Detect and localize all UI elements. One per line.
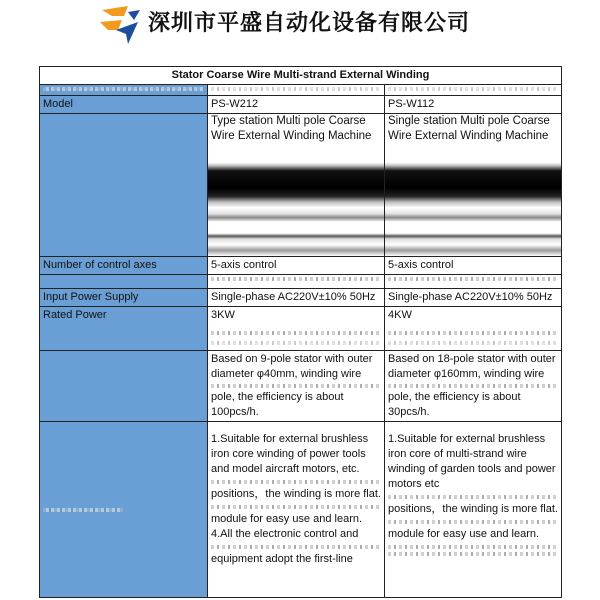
rated-power-value: 4KW <box>388 309 412 321</box>
noise-label-cell <box>40 275 208 289</box>
features-text: positions，the winding is more flat. <box>211 488 381 500</box>
features-cell <box>208 422 385 598</box>
company-logo-icon <box>98 4 142 46</box>
noise-row <box>40 85 562 96</box>
features-text: equipment adopt the first-line <box>211 553 353 565</box>
spec-table <box>39 66 562 598</box>
noise-label-cell <box>40 85 208 96</box>
row-label <box>40 422 208 598</box>
machine-type-cell <box>385 114 562 257</box>
scan-noise <box>211 331 381 335</box>
model-value: PS-W212 <box>208 96 385 114</box>
efficiency-cell <box>385 351 562 422</box>
features-text: 1.Suitable for external brushless iron core winding of power tools and model aircraft motors, etc. <box>211 433 369 475</box>
row-label: Model <box>40 96 208 114</box>
scan-noise <box>211 384 381 388</box>
machine-type-value: Type station Multi pole Coarse Wire External Winding Machine <box>211 114 381 144</box>
noise-cell <box>208 85 385 96</box>
row-label: Rated Power <box>40 307 208 351</box>
machine-type-cell <box>208 114 385 257</box>
table-row-rated-power <box>40 307 562 351</box>
noise-row <box>40 275 562 289</box>
features-text: 1.Suitable for external brushless iron core of multi-strand wire winding of garden tools and power motors etc <box>388 433 556 490</box>
efficiency-tail: pole, the efficiency is about 30pcs/h. <box>388 391 521 418</box>
rated-power-value: 3KW <box>211 309 235 321</box>
scan-noise <box>388 545 558 549</box>
features-text: positions，the winding is more flat. <box>388 503 558 515</box>
features-text: 4.All the electronic control and <box>211 528 359 540</box>
machine-type-value: Single station Multi pole Coarse Wire External Winding Machine <box>388 114 558 144</box>
efficiency-value: Based on 9-pole stator with outer diameter φ40mm, winding wire <box>211 353 373 380</box>
row-label <box>40 114 208 257</box>
model-value: PS-W112 <box>385 96 562 114</box>
scan-noise <box>211 545 381 549</box>
table-row-control-axes <box>40 257 562 275</box>
table-row-efficiency <box>40 351 562 422</box>
table-row-model <box>40 96 562 114</box>
row-label <box>40 351 208 422</box>
table-title: Stator Coarse Wire Multi-strand External Winding <box>40 67 562 85</box>
input-power-value: Single-phase AC220V±10% 50Hz <box>208 289 385 307</box>
scan-noise <box>388 331 558 335</box>
scan-noise <box>211 505 381 509</box>
scan-noise <box>388 495 558 499</box>
scan-noise <box>388 341 558 345</box>
input-power-value: Single-phase AC220V±10% 50Hz <box>385 289 562 307</box>
efficiency-cell <box>208 351 385 422</box>
control-axes-value: 5-axis control <box>385 257 562 275</box>
noise-cell <box>385 85 562 96</box>
scan-noise <box>388 520 558 524</box>
scan-noise <box>43 508 123 512</box>
features-text: module for easy use and learn. <box>388 528 540 540</box>
efficiency-value: Based on 18-pole stator with outer diameter φ160mm, winding wire <box>388 353 556 380</box>
table-row-features <box>40 422 562 598</box>
page-header <box>0 0 600 60</box>
noise-cell <box>385 275 562 289</box>
noise-cell <box>208 275 385 289</box>
scan-noise <box>388 384 558 388</box>
scan-noise <box>388 552 558 556</box>
efficiency-tail: pole, the efficiency is about 100pcs/h. <box>211 391 344 418</box>
control-axes-value: 5-axis control <box>208 257 385 275</box>
company-name: 深圳市平盛自动化设备有限公司 <box>148 11 471 36</box>
title-row <box>40 67 562 85</box>
features-cell <box>385 422 562 598</box>
table-row-input-power <box>40 289 562 307</box>
row-label: Input Power Supply <box>40 289 208 307</box>
table-row-machine-type <box>40 114 562 257</box>
rated-power-cell <box>385 307 562 351</box>
scan-noise <box>211 341 381 345</box>
scan-noise <box>211 480 381 484</box>
features-text: module for easy use and learn. <box>211 513 363 525</box>
rated-power-cell <box>208 307 385 351</box>
row-label: Number of control axes <box>40 257 208 275</box>
